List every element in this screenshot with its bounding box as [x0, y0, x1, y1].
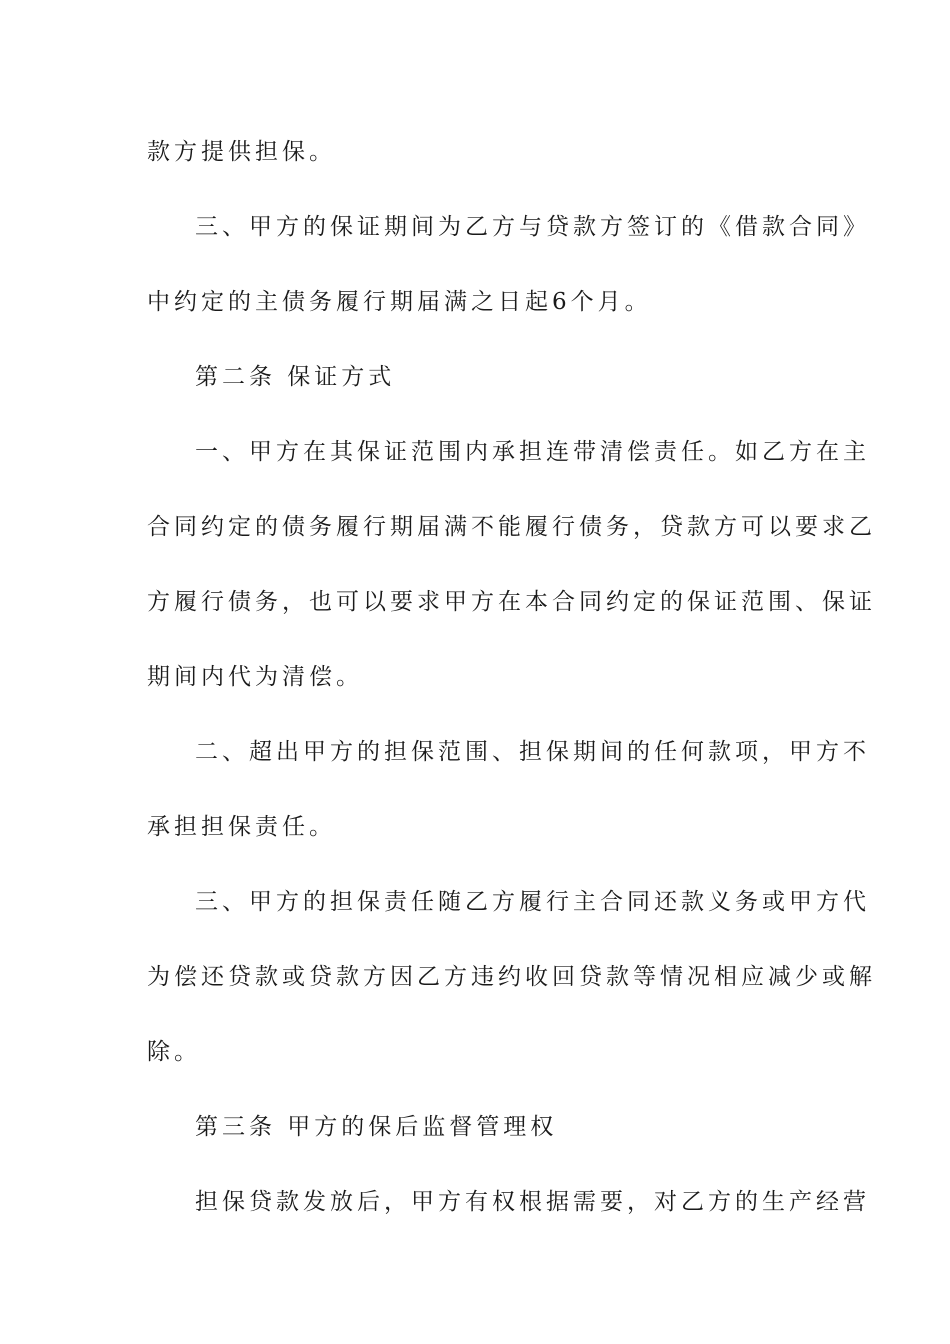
paragraph-line: 三、甲方的担保责任随乙方履行主合同还款义务或甲方代: [195, 889, 870, 915]
paragraph-line: 二、超出甲方的担保范围、担保期间的任何款项，甲方不: [195, 739, 870, 765]
section-heading: 第三条 甲方的保后监督管理权: [195, 1114, 558, 1140]
paragraph-line: 期间内代为清偿。: [147, 664, 363, 690]
paragraph-line: 款方提供担保。: [147, 139, 336, 165]
paragraph-line: 方履行债务，也可以要求甲方在本合同约定的保证范围、保证: [147, 589, 876, 615]
paragraph-line: 除。: [147, 1039, 201, 1065]
paragraph-line: 承担担保责任。: [147, 814, 336, 840]
paragraph-line: 担保贷款发放后，甲方有权根据需要，对乙方的生产经营: [195, 1189, 870, 1215]
section-heading: 第二条 保证方式: [195, 364, 396, 390]
paragraph-line: 为偿还贷款或贷款方因乙方违约收回贷款等情况相应减少或解: [147, 964, 876, 990]
paragraph-line: 合同约定的债务履行期届满不能履行债务，贷款方可以要求乙: [147, 514, 876, 540]
paragraph-line: 三、甲方的保证期间为乙方与贷款方签订的《借款合同》: [195, 214, 870, 240]
paragraph-line: 一、甲方在其保证范围内承担连带清偿责任。如乙方在主: [195, 439, 870, 465]
paragraph-line: 中约定的主债务履行期届满之日起6个月。: [147, 289, 652, 315]
